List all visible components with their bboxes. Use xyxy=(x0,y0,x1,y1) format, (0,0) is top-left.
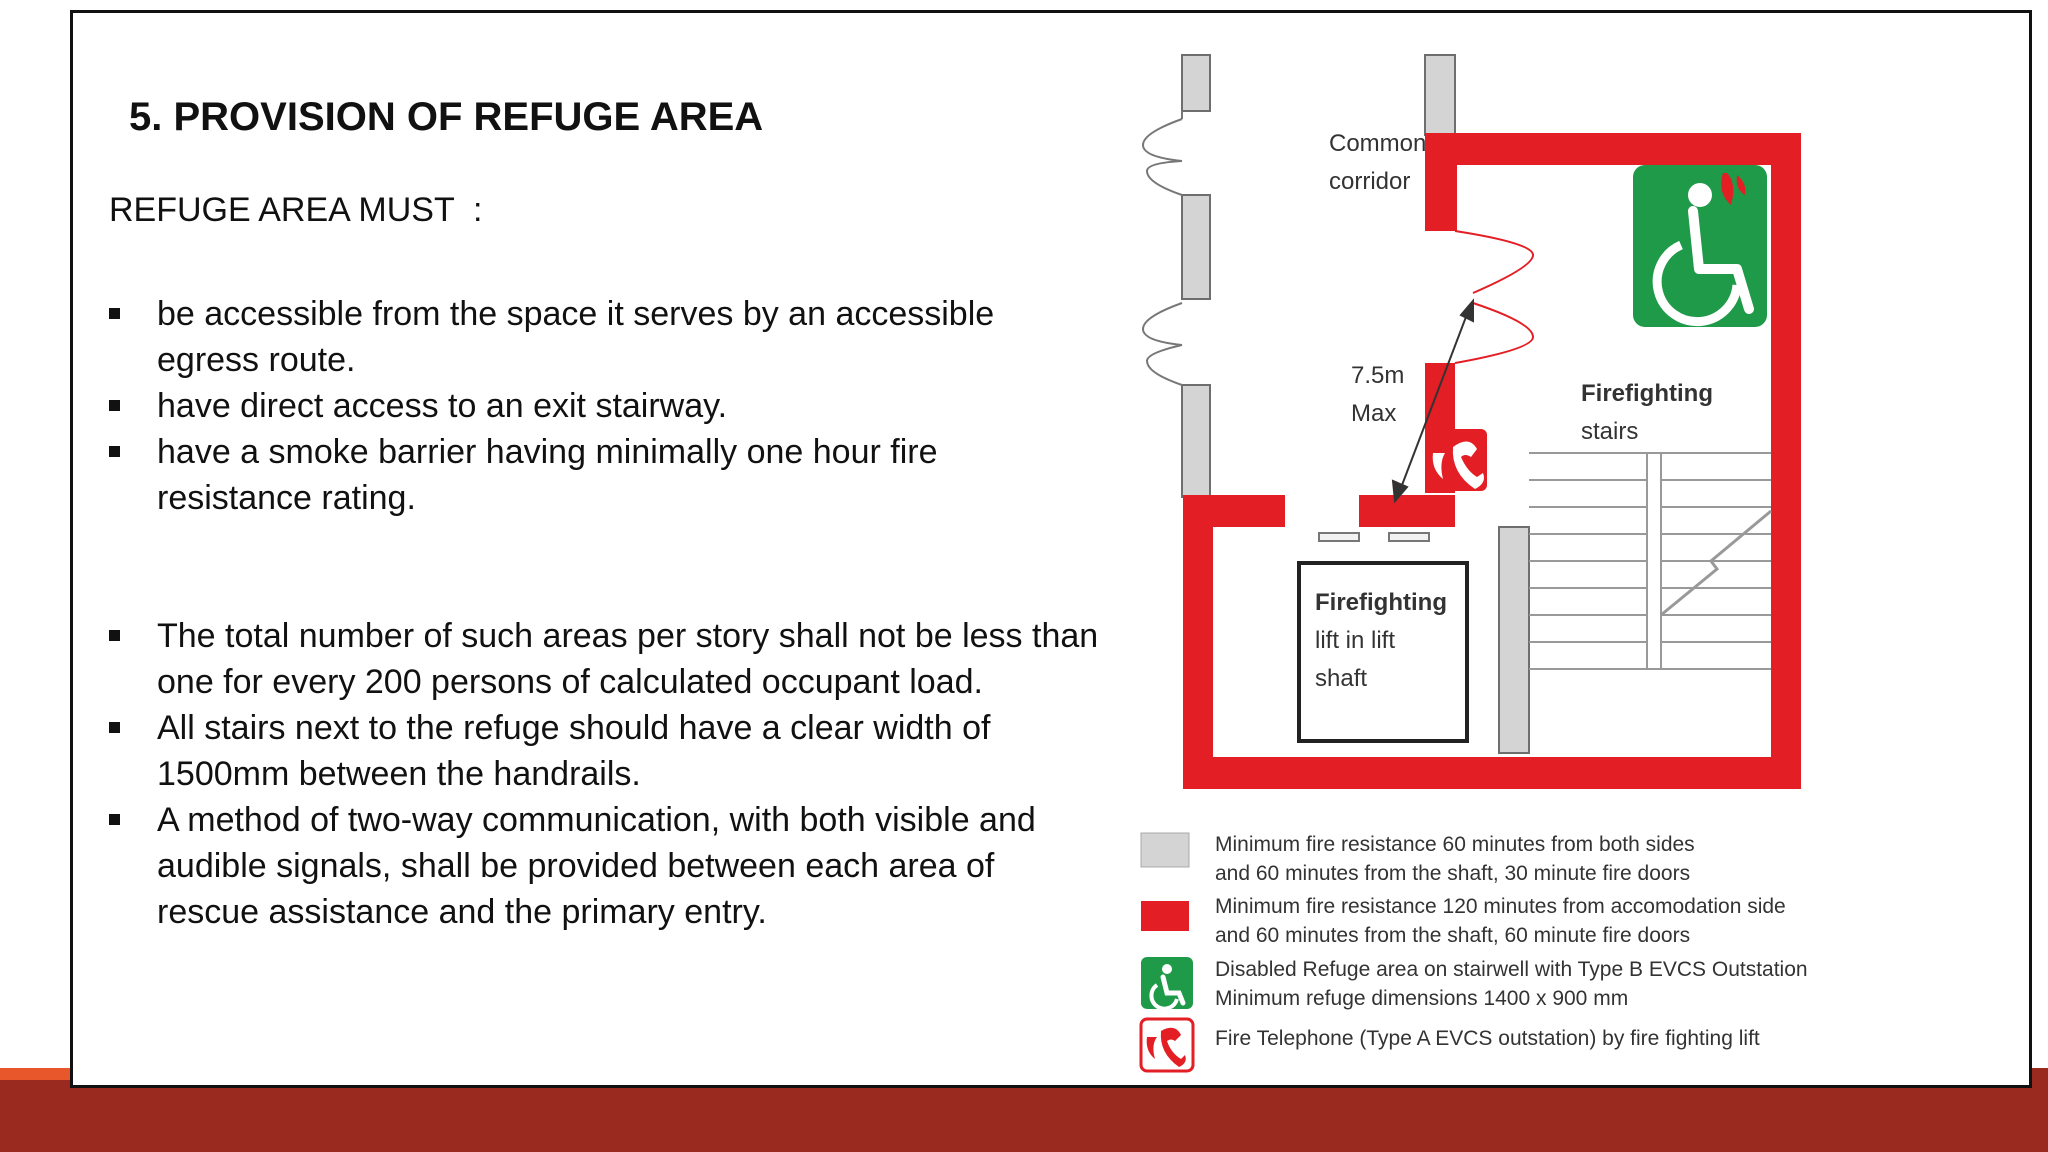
corridor-wall-lower xyxy=(1182,385,1210,497)
list-item xyxy=(109,705,1099,797)
legend-refuge-icon xyxy=(1141,957,1193,1009)
stairs-label-line1: Firefighting xyxy=(1581,380,1713,407)
bullet-text: have direct access to an exit stairway. xyxy=(157,387,728,425)
bullet-text: All stairs next to the refuge should have a clear width of 1500mm between the handrails. xyxy=(157,709,991,793)
list-item xyxy=(109,383,1099,429)
legend-refuge-line2: Minimum refuge dimensions 1400 x 900 mm xyxy=(1215,987,1629,1010)
list-item xyxy=(109,291,1099,383)
slide-title: 5. PROVISION OF REFUGE AREA xyxy=(129,95,764,139)
lift-door-left xyxy=(1319,533,1359,541)
bullet-text: A method of two-way communication, with both visible and audible signals, shall be provided between each area of rescue assistance and the primary entry. xyxy=(157,801,1036,931)
corridor-wall-middle xyxy=(1182,195,1210,299)
bullet-list-requirements xyxy=(109,291,1099,521)
bullet-text: be accessible from the space it serves by an accessible egress route. xyxy=(157,295,995,379)
legend-refuge-line1: Disabled Refuge area on stairwell with Type B EVCS Outstation xyxy=(1215,958,1808,981)
corridor-door-lower xyxy=(1143,303,1182,385)
bullet-marker xyxy=(109,814,120,825)
legend-grey-swatch xyxy=(1141,833,1189,867)
corridor-label-line1: Common xyxy=(1329,130,1427,157)
corridor-door-upper xyxy=(1143,111,1182,195)
stair-door xyxy=(1455,231,1533,363)
disabled-refuge-sign xyxy=(1633,165,1767,327)
legend-red-line1: Minimum fire resistance 120 minutes from accomodation side xyxy=(1215,895,1786,918)
list-item xyxy=(109,613,1099,705)
bullet-text: The total number of such areas per story shall not be less than one for every 200 persons of calculated occupant load. xyxy=(157,617,1099,701)
slide-subtitle: REFUGE AREA MUST : xyxy=(109,191,483,229)
bullet-text: have a smoke barrier having minimally one hour fire resistance rating. xyxy=(157,433,938,517)
fire-telephone-sign xyxy=(1425,429,1487,491)
distance-label-line1: 7.5m xyxy=(1351,362,1405,389)
bullet-marker xyxy=(109,446,120,457)
bullet-list-additional xyxy=(109,613,1099,935)
lift-label-line1: Firefighting xyxy=(1315,589,1447,616)
legend-grey-line2: and 60 minutes from the shaft, 30 minute fire doors xyxy=(1215,862,1691,885)
bullet-marker xyxy=(109,722,120,733)
corridor-wall-upper xyxy=(1182,55,1210,111)
legend-grey-line1: Minimum fire resistance 60 minutes from both sides xyxy=(1215,833,1695,856)
slide-frame xyxy=(70,10,2032,1088)
red-wall-lobby-right xyxy=(1359,495,1455,527)
list-item xyxy=(109,429,1099,521)
lift-door-right xyxy=(1389,533,1429,541)
shaft-wall-bottom xyxy=(1499,527,1529,753)
distance-label-line2: Max xyxy=(1351,400,1397,427)
bullet-marker xyxy=(109,630,120,641)
list-item xyxy=(109,797,1099,935)
bullet-marker xyxy=(109,400,120,411)
legend-phone-line1: Fire Telephone (Type A EVCS outstation) by fire fighting lift xyxy=(1215,1027,1760,1050)
refuge-floor-plan-diagram xyxy=(1133,33,2013,1073)
lift-label-line3: shaft xyxy=(1315,665,1368,692)
lift-label-line2: lift in lift xyxy=(1315,627,1396,654)
bullet-marker xyxy=(109,308,120,319)
shaft-wall-top xyxy=(1425,55,1455,135)
legend-red-swatch xyxy=(1141,901,1189,931)
corridor-label-line2: corridor xyxy=(1329,168,1411,195)
legend-phone-icon xyxy=(1141,1019,1193,1071)
stairs-label-line2: stairs xyxy=(1581,418,1639,445)
legend-red-line2: and 60 minutes from the shaft, 60 minute fire doors xyxy=(1215,924,1691,947)
stair-flights xyxy=(1529,453,1771,669)
stair-handrail xyxy=(1661,511,1771,615)
